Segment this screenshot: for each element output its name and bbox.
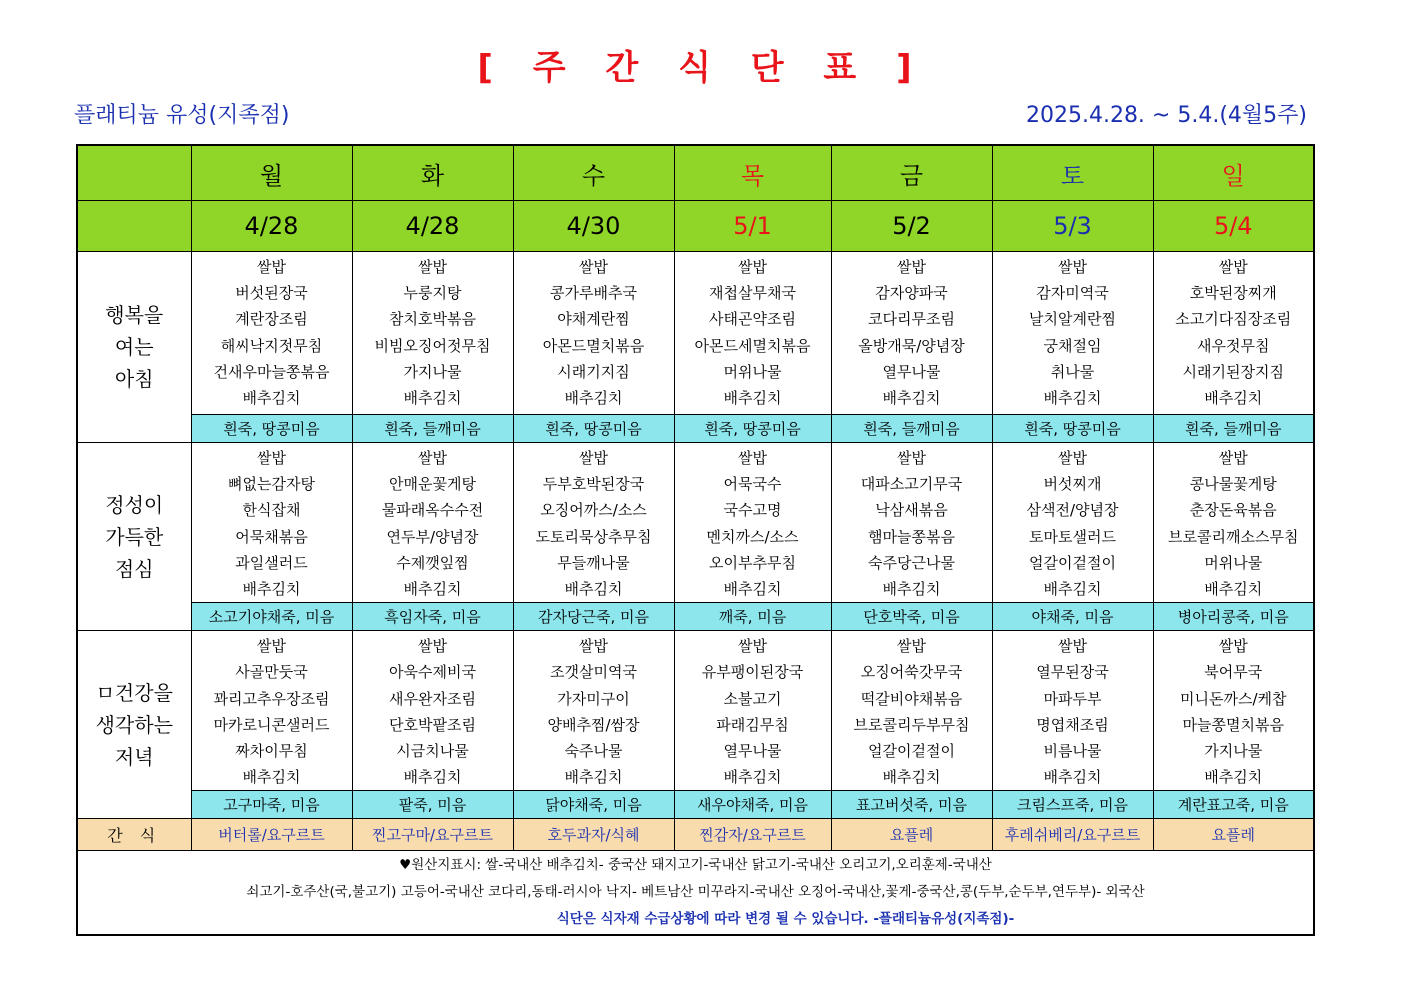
dish-item: 안매운꽃게탕 [389, 475, 476, 494]
dish-item: 배추김치 [882, 388, 941, 407]
dish-item: 배추김치 [564, 579, 623, 598]
dish-item: 숙주나물 [564, 741, 623, 760]
dish-item: 배추김치 [403, 579, 462, 598]
dish-cell [513, 443, 674, 603]
dish-item: 국수고명 [723, 501, 782, 520]
dish-item: 쌀밥 [738, 637, 767, 656]
dish-item: 머위나물 [723, 362, 782, 381]
dish-item: 배추김치 [403, 768, 462, 787]
dish-item: 북어무국 [1204, 663, 1263, 682]
dish-item: 쌀밥 [1058, 637, 1087, 656]
dish-item: 비빔오징어젓무침 [374, 336, 491, 355]
dish-item: 배추김치 [242, 388, 301, 407]
dish-item: 마늘쫑멸치볶음 [1182, 715, 1284, 734]
dish-item: 배추김치 [1043, 768, 1102, 787]
dish-item: 두부호박된장국 [542, 475, 645, 494]
dish-cell [831, 252, 992, 415]
snack-cell: 후레쉬베리/요구르트 [992, 819, 1153, 851]
dish-cell [1153, 631, 1314, 791]
porridge-cell: 병아리콩죽, 미음 [1153, 603, 1314, 631]
dish-item: 야채계란찜 [557, 310, 630, 329]
meal-label-line: 생각하는 [95, 712, 173, 737]
dish-item: 춘장돈육볶음 [1189, 501, 1277, 520]
dish-item: 쌀밥 [579, 637, 608, 656]
dish-item: 과일샐러드 [235, 553, 308, 572]
dish-cell [992, 443, 1153, 603]
date-row [77, 201, 1314, 252]
porridge-cell: 야채죽, 미음 [992, 603, 1153, 631]
porridge-cell: 흰죽, 땅콩미음 [992, 415, 1153, 443]
snack-cell: 찐감자/요구르트 [674, 819, 831, 851]
dish-cell [992, 631, 1153, 791]
dish-item: 마파두부 [1043, 689, 1102, 708]
dish-item: 물파래옥수수전 [381, 501, 484, 520]
dish-cell [191, 252, 352, 415]
dish-item: 열무된장국 [1036, 663, 1109, 682]
porridge-cell: 흰죽, 땅콩미음 [513, 415, 674, 443]
dish-item: 취나물 [1050, 362, 1095, 381]
porridge-cell: 흰죽, 들깨미음 [831, 415, 992, 443]
dish-item: 배추김치 [723, 579, 782, 598]
dish-item: 삼색전/양념장 [1026, 501, 1119, 520]
dish-item: 낙삼새볶음 [875, 501, 948, 520]
dish-item: 새우젓무침 [1197, 336, 1270, 355]
porridge-cell: 표고버섯죽, 미음 [831, 791, 992, 819]
porridge-cell: 새우야채죽, 미음 [674, 791, 831, 819]
day-header: 월 [191, 145, 352, 201]
dish-item: 얼갈이겉절이 [868, 741, 955, 760]
dish-item: 배추김치 [1204, 388, 1263, 407]
dish-item: 쌀밥 [1218, 258, 1248, 276]
day-header: 토 [992, 145, 1153, 201]
dish-item: 해씨낙지젓무침 [220, 336, 323, 355]
footer-line3: 식단은 식자재 수급상황에 따라 변경 될 수 있습니다. -플래티늄유성(지족점)- [556, 911, 1015, 928]
dish-item: 쌀밥 [418, 449, 447, 467]
dish-item: 시래기지짐 [557, 362, 630, 381]
dish-item: 쌀밥 [257, 637, 286, 656]
page-title: [ 주 간 식 단 표 ] [477, 48, 926, 88]
snack-label: 간 식 [77, 819, 191, 851]
dish-item: 새우완자조림 [389, 689, 476, 708]
date-header: 5/3 [992, 201, 1153, 252]
dish-item: 무들깨나물 [557, 553, 630, 572]
footer-line1: ♥원산지표시: 쌀-국내산 배추김치- 중국산 돼지고기-국내산 닭고기-국내산 오리고기,오리훈제-국내산 [399, 857, 992, 874]
dish-item: 배추김치 [1204, 768, 1263, 787]
dish-item: 코다리무조림 [868, 310, 955, 329]
dish-item: 쌀밥 [897, 449, 926, 467]
day-name-row [77, 145, 1314, 201]
meal-row [77, 443, 1314, 603]
dish-cell [674, 443, 831, 603]
dish-item: 쌀밥 [257, 258, 286, 276]
dish-cell [352, 443, 513, 603]
dish-item: 명엽채조림 [1036, 715, 1109, 734]
porridge-cell: 흰죽, 땅콩미음 [191, 415, 352, 443]
dish-item: 감자미역국 [1036, 284, 1109, 303]
meal-label-line: 가득한 [105, 524, 164, 549]
porridge-cell: 감자당근죽, 미음 [513, 603, 674, 631]
dish-item: 비름나물 [1043, 741, 1102, 760]
snack-cell: 찐고구마/요구르트 [352, 819, 513, 851]
dish-item: 연두부/양념장 [386, 527, 479, 546]
meal-label [77, 631, 191, 819]
snack-cell: 요플레 [831, 819, 992, 851]
porridge-row [77, 415, 1314, 443]
dish-cell [191, 631, 352, 791]
meal-label [77, 443, 191, 631]
dish-item: 배추김치 [1043, 579, 1102, 598]
dish-item: 시래기된장지짐 [1182, 362, 1284, 381]
meal-label [77, 252, 191, 443]
dish-item: 가자미구이 [557, 689, 630, 708]
dish-item: 숙주당근나물 [868, 553, 955, 572]
dish-item: 감자양파국 [875, 284, 948, 303]
dish-item: 짜차이무침 [235, 741, 308, 760]
origin-notice [77, 851, 1314, 936]
meal-label-line: 저녁 [114, 744, 154, 769]
dish-item: 얼갈이겉절이 [1029, 553, 1116, 572]
dish-item: 배추김치 [882, 768, 941, 787]
dish-cell [191, 443, 352, 603]
porridge-cell: 단호박죽, 미음 [831, 603, 992, 631]
meal-label-line: 행복을 [105, 303, 164, 327]
dish-item: 쌀밥 [1058, 449, 1087, 467]
date-range: 2025.4.28. ~ 5.4.(4월5주) [1025, 103, 1307, 128]
dish-item: 수제깻잎찜 [396, 553, 469, 572]
dish-item: 햄마늘쫑볶음 [868, 527, 955, 546]
dish-item: 오징어쑥갓무국 [860, 663, 963, 682]
dish-item: 콩나물꽃게탕 [1189, 475, 1277, 494]
dish-cell [831, 631, 992, 791]
dish-item: 오이부추무침 [709, 553, 796, 572]
dish-item: 어묵채볶음 [235, 527, 308, 546]
header-corner-date [77, 201, 191, 252]
porridge-row [77, 791, 1314, 819]
dish-item: 미니돈까스/케찹 [1180, 689, 1287, 708]
meal-label-line: 아침 [114, 367, 154, 391]
snack-cell: 버터롤/요구르트 [191, 819, 352, 851]
dish-item: 배추김치 [242, 579, 301, 598]
dish-cell [674, 631, 831, 791]
porridge-cell: 크림스프죽, 미음 [992, 791, 1153, 819]
dish-item: 건새우마늘쫑볶음 [213, 362, 330, 381]
dish-item: 콩가루배추국 [550, 284, 637, 303]
dish-item: 쌀밥 [738, 258, 767, 276]
dish-item: 단호박팥조림 [389, 715, 476, 734]
porridge-cell: 흰죽, 땅콩미음 [674, 415, 831, 443]
meal-label-line: 정성이 [105, 492, 164, 517]
date-header: 4/28 [352, 201, 513, 252]
dish-item: 쌀밥 [257, 449, 286, 467]
day-header: 목 [674, 145, 831, 201]
dish-item: 배추김치 [723, 388, 782, 407]
dish-item: 재첩살무채국 [709, 284, 796, 303]
meal-label-line: 여는 [114, 335, 154, 359]
dish-item: 마카로니콘샐러드 [213, 715, 330, 734]
dish-item: 양배추찜/쌈장 [547, 715, 640, 734]
dish-item: 버섯된장국 [235, 284, 308, 303]
dish-item: 어묵국수 [723, 475, 782, 494]
dish-item: 쌀밥 [579, 258, 608, 276]
dish-item: 배추김치 [403, 388, 462, 407]
dish-item: 쌀밥 [738, 449, 767, 467]
dish-item: 브로콜리두부무침 [853, 715, 970, 734]
dish-item: 배추김치 [882, 579, 941, 598]
dish-item: 시금치나물 [396, 741, 469, 760]
porridge-cell: 고구마죽, 미음 [191, 791, 352, 819]
dish-item: 멘치까스/소스 [706, 527, 799, 546]
date-header: 5/1 [674, 201, 831, 252]
dish-item: 토마토샐러드 [1029, 527, 1116, 546]
date-header: 5/4 [1153, 201, 1314, 252]
dish-item: 대파소고기무국 [860, 475, 963, 494]
dish-item: 브로콜리깨소스무침 [1168, 527, 1299, 546]
dish-item: 쌀밥 [418, 258, 447, 276]
dish-cell [352, 631, 513, 791]
dish-item: 아몬드멸치볶음 [542, 336, 645, 355]
porridge-cell: 흰죽, 들깨미음 [352, 415, 513, 443]
dish-item: 꽈리고추우장조림 [213, 689, 330, 708]
porridge-cell: 흑임자죽, 미음 [352, 603, 513, 631]
date-header: 4/28 [191, 201, 352, 252]
dish-item: 배추김치 [1204, 579, 1263, 598]
day-header: 일 [1153, 145, 1314, 201]
branch-name: 플래티늄 유성(지족점) [74, 103, 290, 128]
dish-item: 한식잡채 [242, 501, 301, 520]
dish-item: 올방개묵/양념장 [858, 336, 965, 355]
dish-item: 도토리묵상추무침 [535, 527, 652, 546]
day-header: 금 [831, 145, 992, 201]
dish-cell [1153, 443, 1314, 603]
day-header: 화 [352, 145, 513, 201]
dish-cell [1153, 252, 1314, 415]
weekly-menu-table [76, 144, 1315, 936]
porridge-cell: 깨죽, 미음 [674, 603, 831, 631]
dish-item: 배추김치 [723, 768, 782, 787]
dish-item: 누룽지탕 [403, 284, 462, 303]
dish-item: 아욱수제비국 [389, 663, 476, 682]
date-header: 5/2 [831, 201, 992, 252]
meal-row [77, 631, 1314, 791]
dish-item: 쌀밥 [1058, 258, 1087, 276]
dish-item: 배추김치 [242, 768, 301, 787]
dish-item: 버섯찌개 [1043, 475, 1102, 494]
porridge-cell: 팥죽, 미음 [352, 791, 513, 819]
dish-item: 사골만둣국 [235, 663, 308, 682]
dish-item: 호박된장찌개 [1189, 284, 1277, 303]
porridge-cell: 흰죽, 들깨미음 [1153, 415, 1314, 443]
dish-item: 계란장조림 [235, 310, 308, 329]
dish-item: 가지나물 [1204, 741, 1263, 760]
porridge-cell: 계란표고죽, 미음 [1153, 791, 1314, 819]
dish-cell [513, 631, 674, 791]
dish-cell [992, 252, 1153, 415]
dish-item: 참치호박볶음 [389, 310, 476, 329]
dish-item: 쌀밥 [1218, 449, 1248, 467]
dish-item: 소불고기 [723, 689, 782, 708]
dish-item: 아몬드세멸치볶음 [694, 336, 811, 355]
snack-row [77, 819, 1314, 851]
dish-item: 궁채절임 [1043, 336, 1102, 355]
day-header: 수 [513, 145, 674, 201]
meal-row [77, 252, 1314, 415]
dish-item: 쌀밥 [418, 637, 447, 656]
dish-item: 가지나물 [403, 362, 462, 381]
dish-item: 날치알계란찜 [1029, 310, 1116, 329]
header-corner [77, 145, 191, 201]
dish-item: 파래김무침 [716, 715, 789, 734]
dish-item: 머위나물 [1204, 553, 1263, 572]
date-header: 4/30 [513, 201, 674, 252]
dish-item: 쌀밥 [897, 637, 926, 656]
dish-item: 열무나물 [882, 362, 941, 381]
dish-item: 소고기다짐장조림 [1175, 310, 1292, 329]
dish-item: 쌀밥 [897, 258, 926, 276]
meal-label-line: 점심 [114, 556, 154, 581]
porridge-row [77, 603, 1314, 631]
dish-item: 쌀밥 [1218, 637, 1248, 656]
dish-item: 배추김치 [564, 768, 623, 787]
snack-cell: 호두과자/식혜 [513, 819, 674, 851]
dish-item: 사태곤약조림 [709, 310, 796, 329]
dish-item: 조갯살미역국 [550, 663, 637, 682]
dish-cell [352, 252, 513, 415]
dish-item: 떡갈비야채볶음 [860, 689, 963, 708]
porridge-cell: 닭야채죽, 미음 [513, 791, 674, 819]
dish-cell [674, 252, 831, 415]
dish-item: 오징어까스/소스 [540, 501, 647, 520]
dish-item: 유부팽이된장국 [701, 663, 804, 682]
dish-item: 배추김치 [564, 388, 623, 407]
footer-line2: 쇠고기-호주산(국,불고기) 고등어-국내산 코다리,동태-러시아 낙지- 베트남산 미꾸라지-국내산 오징어-국내산,꽃게-중국산,콩(두부,순두부,연두부)- 외국산 [246, 884, 1145, 901]
meal-label-line: ㅁ건강을 [95, 680, 173, 705]
snack-cell: 요플레 [1153, 819, 1314, 851]
dish-item: 뼈없는감자탕 [228, 475, 315, 494]
dish-item: 배추김치 [1043, 388, 1102, 407]
dish-cell [831, 443, 992, 603]
dish-item: 열무나물 [723, 741, 782, 760]
dish-cell [513, 252, 674, 415]
footer-row [77, 851, 1314, 936]
dish-item: 쌀밥 [579, 449, 608, 467]
porridge-cell: 소고기야채죽, 미음 [191, 603, 352, 631]
